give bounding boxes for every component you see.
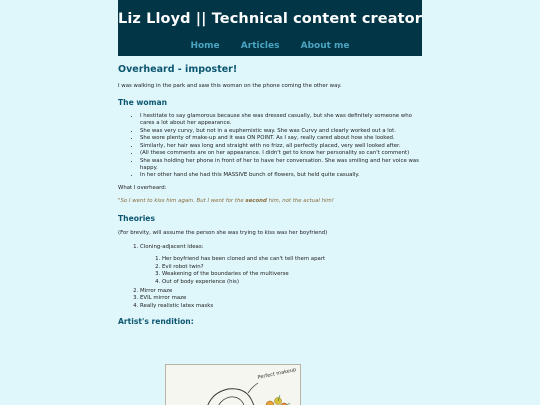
list-item: • Similarly, her hair was long and straight with no frizz, all perfectly placed, very well looked after. xyxy=(140,143,422,150)
list-item: 1. Her boyfriend has been cloned and she can't tell them apart xyxy=(162,256,422,263)
overheard-quote xyxy=(118,198,422,205)
woman-list xyxy=(118,113,422,179)
list-item: 4. Out of body experience (his) xyxy=(162,279,422,286)
list-item: • I hestitate to say glamorous because she was dressed casually, but she was definitely someone who cares a lot about her appearance. xyxy=(140,113,422,127)
overheard-label: What I overheard: xyxy=(118,185,167,191)
woman-heading: The woman xyxy=(118,98,168,107)
list-item: • She was holding her phone in front of her to have her conversation. She was smiling and her voice was happy. xyxy=(140,158,422,172)
list-item: • (All these comments are on her appearance. I didn't get to know her personality so can't comment) xyxy=(140,150,422,157)
list-item: 4. Really realistic latex masks xyxy=(140,303,422,310)
sketch-drawing xyxy=(166,365,300,405)
nav-home[interactable]: Home xyxy=(190,41,220,51)
quote-emphasis: second xyxy=(245,198,267,204)
rendition-heading: Artist's rendition: xyxy=(118,316,194,326)
list-item xyxy=(140,244,422,286)
list-item: • In her other hand she had this MASSIVE bunch of flowers, but held quite casually. xyxy=(140,172,422,179)
theories-heading: Theories xyxy=(118,214,155,223)
quote-text-start: "So I went to kiss him again. But I went for the xyxy=(118,198,246,204)
nav-articles[interactable]: Articles xyxy=(240,41,280,51)
nav-about-me[interactable]: About me xyxy=(300,41,350,51)
cloning-sublist xyxy=(140,256,422,286)
list-item: • She was very curvy, but not in a euphemistic way. She was Curvy and clearly worked out a lot. xyxy=(140,128,422,135)
quote-text-end: him, not the actual him! xyxy=(266,198,334,204)
site-title: Liz Lloyd || Technical content creator xyxy=(118,11,422,27)
main-nav xyxy=(118,41,422,51)
article-title: Overheard - imposter! xyxy=(118,64,238,75)
sketch-caption: Perfect makeup xyxy=(257,366,297,381)
list-item: 3. EVIL mirror maze xyxy=(140,295,422,302)
article-content xyxy=(118,64,422,326)
list-item: 3. Weakening of the boundaries of the multiverse xyxy=(162,271,422,278)
theory-label: Cloning-adjacent ideas: xyxy=(140,244,204,250)
list-item: 2. Evil robot twin? xyxy=(162,264,422,271)
intro-paragraph: I was walking in the park and saw this woman on the phone coming the other way. xyxy=(118,83,342,89)
list-item: • She wore plenty of make-up and it was ON POINT. As I say, really cared about how she looked. xyxy=(140,135,422,142)
theories-intro: (For brevity, will assume the person she was trying to kiss was her boyfriend) xyxy=(118,230,328,236)
theories-list xyxy=(118,244,422,310)
list-item: 2. Mirror maze xyxy=(140,288,422,295)
artist-sketch-image xyxy=(165,364,301,405)
site-header xyxy=(118,0,422,56)
